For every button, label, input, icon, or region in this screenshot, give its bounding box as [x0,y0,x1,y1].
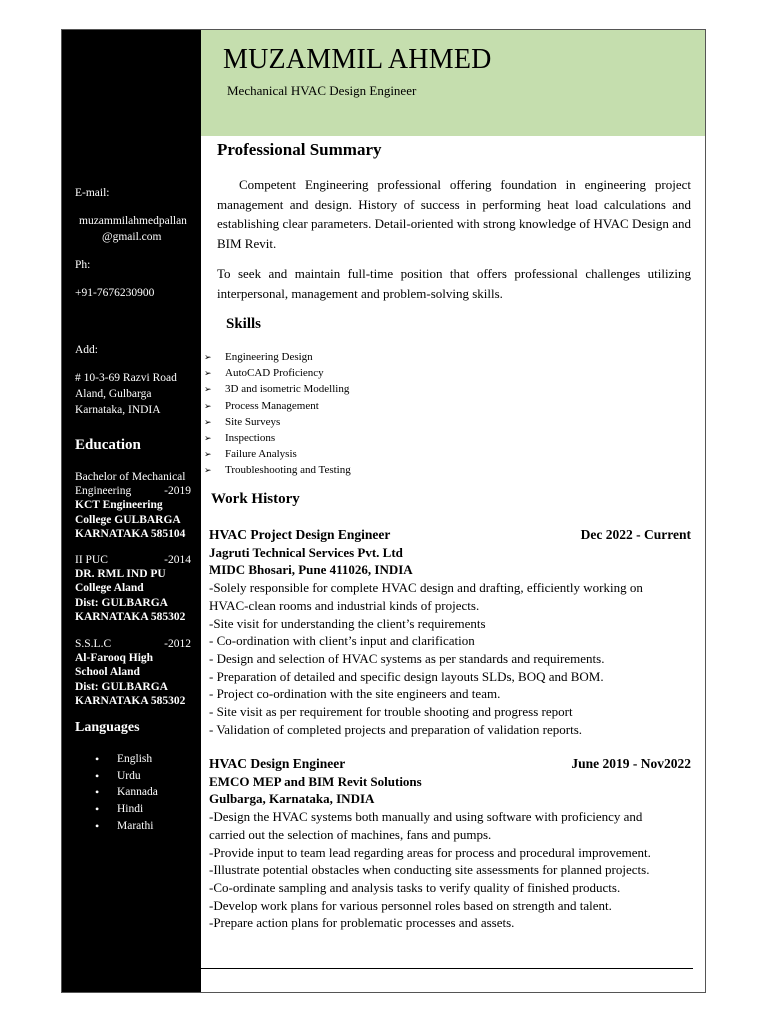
job-duty-line: -Develop work plans for various personnel roles based on strength and talent. [209,897,612,913]
skill-item: ➢ Engineering Design [201,349,351,365]
languages-list [95,751,158,835]
skill-item: ➢ Process Management [201,398,351,414]
summary-paragraph-2: To seek and maintain full-time position that offers professional challenges utilizing interpersonal, management and problem-solving skills. [217,266,691,301]
degree-line: S.S.L.C [75,638,112,650]
job-duty-line: HVAC-clean rooms and industrial kinds of projects. [209,597,480,613]
job-company: EMCO MEP and BIM Revit Solutions [209,773,422,789]
institution-line: School Aland [75,666,140,679]
email-label: E-mail: [75,187,110,199]
candidate-name: MUZAMMIL AHMED [223,44,492,75]
language-item: • Hindi [95,801,158,818]
main-content [201,136,705,992]
job-company: Jagruti Technical Services Pvt. Ltd [209,544,403,560]
language-item: • Kannada [95,784,158,801]
job-duty-line: -Illustrate potential obstacles when conducting site assessments for planned projects. [209,862,650,878]
institution-line: Al-Farooq High [75,652,154,665]
candidate-role: Mechanical HVAC Design Engineer [227,83,417,98]
job-duty-line: - Project co-ordination with the site engineers and team. [209,686,501,702]
education-year: -2019 [164,485,191,498]
job-duty-line: -Solely responsible for complete HVAC design and drafting, efficiently working on [209,580,643,596]
institution-line: DR. RML IND PU [75,568,166,581]
phone-label: Ph: [75,259,91,271]
institution-line: College GULBARGA [75,513,181,526]
language-item: • Marathi [95,818,158,835]
email-line-2: @gmail.com [102,231,162,243]
job-duty-line: carried out the selection of machines, fans and pumps. [209,826,492,842]
summary-paragraph-1: Competent Engineering professional offering foundation in engineering project management and design. History of success in performing heat load calculations and establishing clear parameters. Detail-oriented with strong knowledge of HVAC Design and BIM Revit. [217,177,691,251]
job-position: HVAC Design Engineer [209,756,346,771]
job-duty-line: -Prepare action plans for problematic processes and assets. [209,915,515,931]
job-duty-line: -Design the HVAC systems both manually and using software with proficiency and [209,809,643,825]
skill-item: ➢ 3D and isometric Modelling [201,381,351,397]
summary-heading: Professional Summary [217,140,382,159]
degree-line: Bachelor of Mechanical [75,471,186,483]
skills-list [201,349,351,479]
institution-line: College Aland [75,582,144,595]
job-duty-line: - Validation of completed projects and preparation of validation reports. [209,721,583,737]
address-line-3: Karnataka, INDIA [75,404,161,416]
institution-line: KCT Engineering [75,499,163,512]
address-line-2: Aland, Gulbarga [75,388,152,400]
resume-page [61,29,706,993]
job-position: HVAC Project Design Engineer [209,527,391,542]
bottom-divider [201,968,693,969]
job-duty-line: -Site visit for understanding the client’s requirements [209,615,486,631]
languages-heading: Languages [75,720,140,735]
sidebar [62,30,201,992]
job-entry-jagruti [209,526,691,738]
skill-item: ➢ Inspections [201,430,351,446]
skills-heading: Skills [226,316,262,332]
education-entry-bachelor [75,470,191,541]
institution-line: Dist: GULBARGA [75,596,168,609]
job-duty-line: - Site visit as per requirement for trouble shooting and progress report [209,704,573,720]
job-duty-line: -Provide input to team lead regarding areas for process and procedural improvement. [209,844,651,860]
job-dates: June 2019 - Nov2022 [571,756,691,771]
degree-line: II PUC [75,554,108,566]
job-location: Gulbarga, Karnataka, INDIA [209,791,375,807]
language-item: • English [95,751,158,768]
job-duty-line: - Preparation of detailed and specific design layouts SLDs, BOQ and BOM. [209,668,604,684]
institution-line: KARNATAKA 585302 [75,694,186,707]
job-duty-line: - Co-ordination with client’s input and clarification [209,633,475,649]
address-line-1: # 10-3-69 Razvi Road [75,372,177,384]
work-history-heading: Work History [211,491,300,507]
job-entry-emco [209,755,691,932]
job-duty-line: - Design and selection of HVAC systems as per standards and requirements. [209,650,605,666]
job-dates: Dec 2022 - Current [580,527,691,542]
skill-item: ➢ Troubleshooting and Testing [201,462,351,478]
degree-line: Engineering [75,485,132,498]
language-item: • Urdu [95,768,158,785]
skill-item: ➢ Site Surveys [201,414,351,430]
job-duty-line: -Co-ordinate sampling and analysis tasks to verify quality of finished products. [209,879,621,895]
job-location: MIDC Bhosari, Pune 411026, INDIA [209,562,413,578]
skill-item: ➢ AutoCAD Proficiency [201,365,351,381]
email-line-1: muzammilahmedpallan [79,215,187,227]
education-entry-sslc [75,637,191,708]
education-year: -2014 [164,554,191,566]
education-year: -2012 [164,638,191,650]
phone-number: +91-7676230900 [75,287,155,299]
institution-line: KARNATAKA 585302 [75,610,186,623]
skill-item: ➢ Failure Analysis [201,446,351,462]
address-label: Add: [75,344,98,356]
header-banner [201,30,705,136]
institution-line: Dist: GULBARGA [75,680,168,693]
institution-line: KARNATAKA 585104 [75,527,186,540]
education-heading: Education [75,437,141,453]
education-entry-puc [75,553,191,624]
